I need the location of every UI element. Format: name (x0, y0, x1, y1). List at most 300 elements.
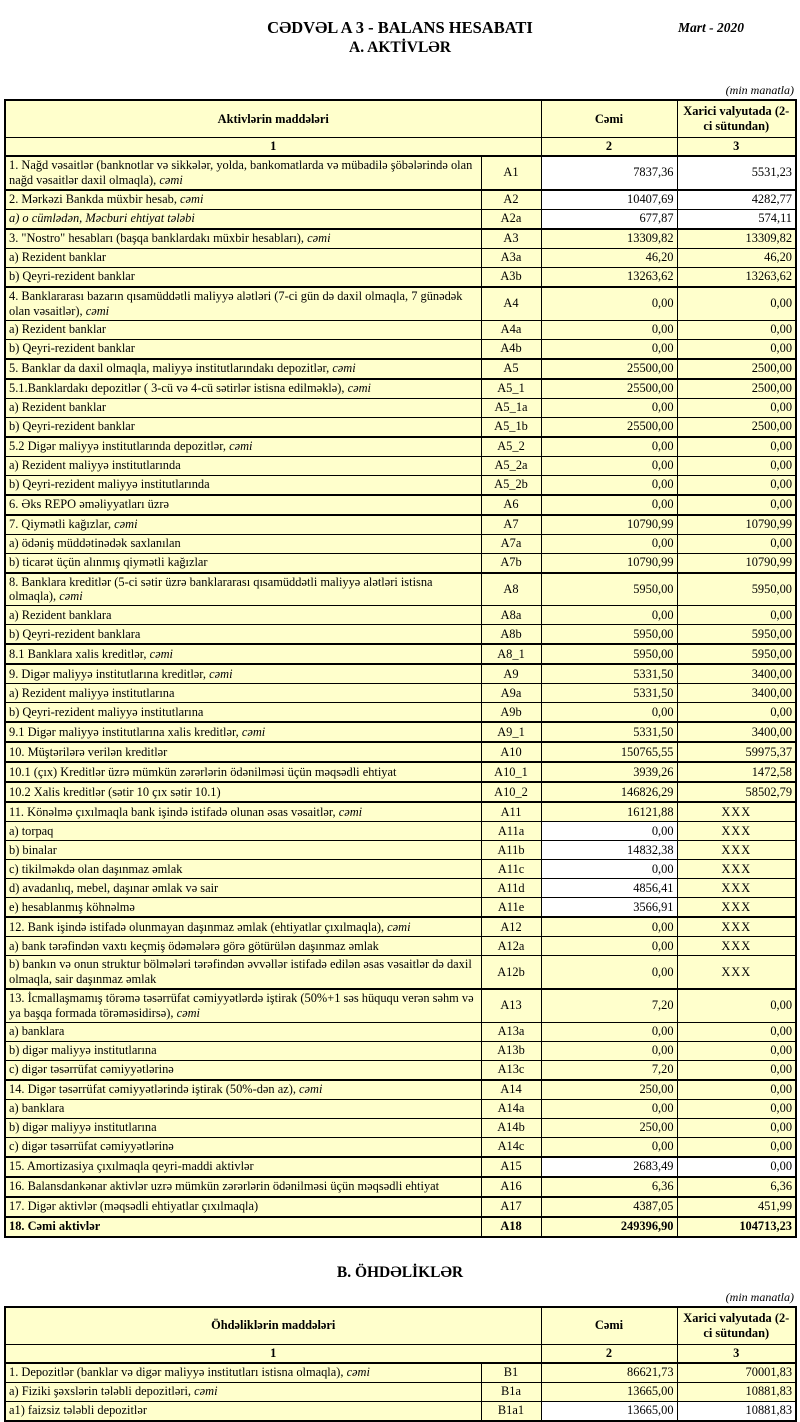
row-A5_1b (5, 417, 796, 437)
row-A11c (5, 860, 796, 879)
item-label-cell: 8.1 Banklara xalis kreditlər, cəmi (5, 644, 481, 664)
item-label-cell: e) hesablanmış köhnəlmə (5, 898, 481, 918)
item-code-cell: A7 (481, 515, 541, 535)
foreign-value-cell: 0,00 (677, 703, 796, 723)
foreign-value-cell: 0,00 (677, 1099, 796, 1118)
row-A9 (5, 664, 796, 684)
item-label-cell: 8. Banklara kreditlər (5-ci sətir üzrə banklararası qısamüddətli maliyyə alətləri istisna olmaqla), cəmi (5, 573, 481, 606)
item-code-cell: A11d (481, 879, 541, 898)
total-value-cell: 86621,73 (541, 1363, 677, 1383)
item-code-cell: A11a (481, 822, 541, 841)
row-A5_1 (5, 379, 796, 399)
row-A5_1a (5, 398, 796, 417)
item-label-cell: 17. Digər aktivlər (məqsədli ehtiyatlar çıxılmaqla) (5, 1197, 481, 1217)
item-label-cell: 11. Könəlmə çıxılmaqla bank işində istifadə olunan əsas vəsaitlər, cəmi (5, 802, 481, 822)
item-label-cell: b) digər maliyyə institutlarına (5, 1041, 481, 1060)
item-label-cell: 12. Bank işində istifadə olunmayan daşınmaz əmlak (ehtiyatlar çıxılmaqla), cəmi (5, 917, 481, 937)
foreign-value-cell: 1472,58 (677, 762, 796, 782)
total-value-cell: 10407,69 (541, 190, 677, 210)
total-header-cell: Cəmi (541, 100, 677, 138)
item-label-cell: 5.2 Digər maliyyə institutlarında depozitlər, cəmi (5, 437, 481, 457)
item-label-cell: 3. "Nostro" hesabları (başqa banklardakı müxbir hesabları), cəmi (5, 229, 481, 249)
total-value-cell: 0,00 (541, 398, 677, 417)
row-A10_2 (5, 782, 796, 802)
item-code-cell: A5_2 (481, 437, 541, 457)
item-label-cell: 4. Banklararası bazarın qısamüddətli maliyyə alətləri (7-ci gün də daxil olmaqla, 7 günədək olan vəsaitlər), cəmi (5, 287, 481, 320)
row-A7b (5, 553, 796, 573)
item-label-cell: a) Rezident maliyyə institutlarında (5, 456, 481, 475)
item-label-cell: 2. Mərkəzi Bankda müxbir hesab, cəmi (5, 190, 481, 210)
item-code-cell: A11c (481, 860, 541, 879)
row-A12b (5, 956, 796, 989)
foreign-value-cell: 0,00 (677, 1060, 796, 1080)
item-code-cell: A18 (481, 1217, 541, 1237)
foreign-value-cell: 5950,00 (677, 644, 796, 664)
item-label-cell: a) banklara (5, 1022, 481, 1041)
item-code-cell: A4b (481, 339, 541, 359)
item-code-cell: B1 (481, 1363, 541, 1383)
item-code-cell: A11e (481, 898, 541, 918)
foreign-value-cell: 574,11 (677, 209, 796, 229)
row-A8 (5, 573, 796, 606)
row-A9_1 (5, 722, 796, 742)
foreign-value-cell: 0,00 (677, 437, 796, 457)
total-value-cell: 0,00 (541, 860, 677, 879)
item-code-cell: A7a (481, 534, 541, 553)
row-A5_2b (5, 475, 796, 495)
row-B1 (5, 1363, 796, 1383)
total-value-cell: 4387,05 (541, 1197, 677, 1217)
foreign-value-cell: 2500,00 (677, 359, 796, 379)
item-label-cell: b) digər maliyyə institutlarına (5, 1118, 481, 1137)
liabilities-table-header-row (5, 1307, 796, 1345)
item-code-cell: A3b (481, 267, 541, 287)
report-title: CƏDVƏL A 3 - BALANS HESABATI (267, 18, 533, 37)
total-value-cell: 0,00 (541, 917, 677, 937)
item-code-cell: A8a (481, 606, 541, 625)
item-label-cell: c) digər təsərrüfat cəmiyyətlərinə (5, 1137, 481, 1157)
foreign-value-cell: 0,00 (677, 1137, 796, 1157)
foreign-value-cell: 0,00 (677, 287, 796, 320)
item-code-cell: A17 (481, 1197, 541, 1217)
item-label-cell: c) tikilməkdə olan daşınmaz əmlak (5, 860, 481, 879)
foreign-value-cell: 0,00 (677, 1041, 796, 1060)
total-value-cell: 5331,50 (541, 684, 677, 703)
foreign-value-cell: 46,20 (677, 248, 796, 267)
item-label-cell: b) Qeyri-rezident banklara (5, 625, 481, 645)
row-A13 (5, 989, 796, 1022)
total-value-cell: 5331,50 (541, 722, 677, 742)
foreign-value-cell: 5531,23 (677, 156, 796, 190)
row-A14 (5, 1080, 796, 1100)
row-A13a (5, 1022, 796, 1041)
item-label-cell: a) Rezident maliyyə institutlarına (5, 684, 481, 703)
item-label-cell: 9. Digər maliyyə institutlarına kreditlər, cəmi (5, 664, 481, 684)
foreign-value-cell: XXX (677, 898, 796, 918)
item-code-cell: A4a (481, 320, 541, 339)
total-value-cell: 25500,00 (541, 379, 677, 399)
row-A8_1 (5, 644, 796, 664)
colnum-1: 1 (5, 138, 541, 156)
total-value-cell: 677,87 (541, 209, 677, 229)
assets-column-number-row (5, 138, 796, 156)
foreign-value-cell: XXX (677, 822, 796, 841)
foreign-value-cell: 6,36 (677, 1177, 796, 1197)
foreign-value-cell: 0,00 (677, 495, 796, 515)
liabilities-table-body (5, 1363, 796, 1421)
item-label-cell: a) o cümlədən, Məcburi ehtiyat tələbi (5, 209, 481, 229)
total-value-cell: 25500,00 (541, 417, 677, 437)
unit-note-a: (min manatla) (725, 83, 794, 98)
row-A10_1 (5, 762, 796, 782)
total-value-cell: 5950,00 (541, 573, 677, 606)
foreign-value-cell: 13309,82 (677, 229, 796, 249)
assets-table (4, 99, 797, 1238)
total-value-cell: 13665,00 (541, 1401, 677, 1421)
item-label-cell: 1. Nağd vəsaitlər (banknotlar və sikkələr, yolda, bankomatlarda və mübadilə şöbələrində olan nağd vəsaitlər daxil olmaqla), cəmi (5, 156, 481, 190)
row-A14b (5, 1118, 796, 1137)
total-value-cell: 0,00 (541, 703, 677, 723)
foreign-value-cell: 0,00 (677, 1157, 796, 1177)
foreign-value-cell: XXX (677, 860, 796, 879)
item-label-cell: 13. İcmallaşmamış törəmə təsərrüfat cəmiyyətlərdə iştirak (50%+1 səs hüququ verən səhm və ya başqa formada törəməsidirsə), cəmi (5, 989, 481, 1022)
row-A11b (5, 841, 796, 860)
foreign-value-cell: XXX (677, 917, 796, 937)
row-B1a1 (5, 1401, 796, 1421)
item-label-cell: b) Qeyri-rezident maliyyə institutlarına (5, 703, 481, 723)
total-value-cell: 0,00 (541, 937, 677, 956)
item-code-cell: A12b (481, 956, 541, 989)
total-value-cell: 0,00 (541, 1041, 677, 1060)
item-label-cell: 5.1.Banklardakı depozitlər ( 3-cü və 4-cü sətirlər istisna edilməklə), cəmi (5, 379, 481, 399)
row-A11e (5, 898, 796, 918)
items-header-cell: Aktivlərin maddələri (5, 100, 541, 138)
foreign-currency-header-cell: Xarici valyutada (2-ci sütundan) (677, 100, 796, 138)
row-A4b (5, 339, 796, 359)
foreign-currency-header-cell: Xarici valyutada (2-ci sütundan) (677, 1307, 796, 1345)
foreign-value-cell: 10881,83 (677, 1382, 796, 1401)
item-code-cell: A5 (481, 359, 541, 379)
item-label-cell: 10.2 Xalis kreditlər (sətir 10 çıx sətir 10.1) (5, 782, 481, 802)
row-A4a (5, 320, 796, 339)
row-A10 (5, 742, 796, 762)
total-value-cell: 0,00 (541, 956, 677, 989)
item-code-cell: A3 (481, 229, 541, 249)
assets-table-header-row (5, 100, 796, 138)
item-code-cell: A5_1 (481, 379, 541, 399)
foreign-value-cell: 0,00 (677, 534, 796, 553)
items-header-cell: Öhdəliklərin maddələri (5, 1307, 541, 1345)
row-A3b (5, 267, 796, 287)
foreign-value-cell: 13263,62 (677, 267, 796, 287)
total-value-cell: 7,20 (541, 989, 677, 1022)
row-A18 (5, 1217, 796, 1237)
foreign-value-cell: 0,00 (677, 456, 796, 475)
item-code-cell: A5_2a (481, 456, 541, 475)
item-code-cell: A8b (481, 625, 541, 645)
item-label-cell: 1. Depozitlər (banklar və digər maliyyə institutları istisna olmaqla), cəmi (5, 1363, 481, 1383)
item-label-cell: 5. Banklar da daxil olmaqla, maliyyə institutlarındakı depozitlər, cəmi (5, 359, 481, 379)
item-label-cell: b) bankın və onun struktur bölmələri tərəfindən əvvəllər istifadə edilən əsas vəsaitlər də daxil olmaqla, sair daşınmaz əmlak (5, 956, 481, 989)
item-code-cell: A13 (481, 989, 541, 1022)
row-A1 (5, 156, 796, 190)
foreign-value-cell: 0,00 (677, 606, 796, 625)
foreign-value-cell: XXX (677, 937, 796, 956)
item-label-cell: b) Qeyri-rezident banklar (5, 417, 481, 437)
row-A2 (5, 190, 796, 210)
total-value-cell: 4856,41 (541, 879, 677, 898)
row-A13c (5, 1060, 796, 1080)
foreign-value-cell: 0,00 (677, 398, 796, 417)
total-value-cell: 0,00 (541, 437, 677, 457)
total-value-cell: 0,00 (541, 606, 677, 625)
row-A16 (5, 1177, 796, 1197)
item-code-cell: A16 (481, 1177, 541, 1197)
total-value-cell: 7837,36 (541, 156, 677, 190)
item-code-cell: A2a (481, 209, 541, 229)
item-code-cell: A7b (481, 553, 541, 573)
total-value-cell: 10790,99 (541, 553, 677, 573)
item-label-cell: 10.1 (çıx) Kreditlər üzrə mümkün zərərlərin ödənilməsi üçün məqsədli ehtiyat (5, 762, 481, 782)
item-label-cell: a) Rezident banklar (5, 398, 481, 417)
row-A5 (5, 359, 796, 379)
liabilities-table (4, 1306, 797, 1422)
row-A9a (5, 684, 796, 703)
foreign-value-cell: 70001,83 (677, 1363, 796, 1383)
total-value-cell: 249396,90 (541, 1217, 677, 1237)
item-code-cell: A11 (481, 802, 541, 822)
total-value-cell: 0,00 (541, 456, 677, 475)
total-value-cell: 25500,00 (541, 359, 677, 379)
foreign-value-cell: 10790,99 (677, 553, 796, 573)
item-code-cell: A15 (481, 1157, 541, 1177)
item-code-cell: A5_1a (481, 398, 541, 417)
row-A5_2 (5, 437, 796, 457)
item-code-cell: A9a (481, 684, 541, 703)
total-value-cell: 150765,55 (541, 742, 677, 762)
total-value-cell: 146826,29 (541, 782, 677, 802)
item-code-cell: A12 (481, 917, 541, 937)
total-value-cell: 10790,99 (541, 515, 677, 535)
item-label-cell: a) Rezident banklar (5, 248, 481, 267)
item-label-cell: a) Rezident banklar (5, 320, 481, 339)
foreign-value-cell: 5950,00 (677, 625, 796, 645)
row-A17 (5, 1197, 796, 1217)
total-value-cell: 0,00 (541, 339, 677, 359)
row-A11 (5, 802, 796, 822)
foreign-value-cell: 10881,83 (677, 1401, 796, 1421)
foreign-value-cell: XXX (677, 802, 796, 822)
foreign-value-cell: 59975,37 (677, 742, 796, 762)
foreign-value-cell: 58502,79 (677, 782, 796, 802)
row-A5_2a (5, 456, 796, 475)
total-value-cell: 13309,82 (541, 229, 677, 249)
item-code-cell: A10 (481, 742, 541, 762)
total-value-cell: 5331,50 (541, 664, 677, 684)
item-label-cell: a) ödəniş müddətinədək saxlanılan (5, 534, 481, 553)
foreign-value-cell: 0,00 (677, 1080, 796, 1100)
total-value-cell: 250,00 (541, 1080, 677, 1100)
item-label-cell: a) Fiziki şəxslərin tələbli depozitləri, cəmi (5, 1382, 481, 1401)
foreign-value-cell: 5950,00 (677, 573, 796, 606)
total-value-cell: 0,00 (541, 534, 677, 553)
item-code-cell: A5_1b (481, 417, 541, 437)
row-A14c (5, 1137, 796, 1157)
item-code-cell: A11b (481, 841, 541, 860)
row-A3a (5, 248, 796, 267)
row-A7 (5, 515, 796, 535)
foreign-value-cell: XXX (677, 841, 796, 860)
foreign-value-cell: 0,00 (677, 320, 796, 339)
foreign-value-cell: 10790,99 (677, 515, 796, 535)
total-value-cell: 13665,00 (541, 1382, 677, 1401)
item-label-cell: b) binalar (5, 841, 481, 860)
colnum-2: 2 (541, 1344, 677, 1362)
item-code-cell: A13b (481, 1041, 541, 1060)
row-A11d (5, 879, 796, 898)
item-label-cell: 15. Amortizasiya çıxılmaqla qeyri-maddi aktivlər (5, 1157, 481, 1177)
item-code-cell: B1a (481, 1382, 541, 1401)
item-code-cell: A10_1 (481, 762, 541, 782)
item-code-cell: A8 (481, 573, 541, 606)
total-value-cell: 0,00 (541, 822, 677, 841)
item-label-cell: 14. Digər təsərrüfat cəmiyyətlərində iştirak (50%-dən az), cəmi (5, 1080, 481, 1100)
total-value-cell: 0,00 (541, 1099, 677, 1118)
liabilities-column-number-row (5, 1344, 796, 1362)
foreign-value-cell: 0,00 (677, 475, 796, 495)
assets-table-body (5, 156, 796, 1237)
foreign-value-cell: 3400,00 (677, 684, 796, 703)
total-value-cell: 6,36 (541, 1177, 677, 1197)
item-code-cell: A14b (481, 1118, 541, 1137)
item-label-cell: 7. Qiymətli kağızlar, cəmi (5, 515, 481, 535)
row-A7a (5, 534, 796, 553)
item-code-cell: A13a (481, 1022, 541, 1041)
total-value-cell: 0,00 (541, 1137, 677, 1157)
row-B1a (5, 1382, 796, 1401)
item-label-cell: 6. Əks REPO əməliyyatları üzrə (5, 495, 481, 515)
row-A8b (5, 625, 796, 645)
item-code-cell: A3a (481, 248, 541, 267)
item-code-cell: A2 (481, 190, 541, 210)
item-code-cell: A4 (481, 287, 541, 320)
total-value-cell: 0,00 (541, 287, 677, 320)
foreign-value-cell: XXX (677, 879, 796, 898)
item-label-cell: 10. Müştərilərə verilən kreditlər (5, 742, 481, 762)
total-value-cell: 2683,49 (541, 1157, 677, 1177)
row-A13b (5, 1041, 796, 1060)
total-value-cell: 0,00 (541, 1022, 677, 1041)
item-code-cell: B1a1 (481, 1401, 541, 1421)
total-value-cell: 5950,00 (541, 625, 677, 645)
item-code-cell: A12a (481, 937, 541, 956)
total-value-cell: 7,20 (541, 1060, 677, 1080)
report-period-label: Mart - 2020 (677, 20, 744, 35)
item-code-cell: A9 (481, 664, 541, 684)
item-code-cell: A6 (481, 495, 541, 515)
colnum-3: 3 (677, 138, 796, 156)
section-a-title: A. AKTİVLƏR (349, 38, 451, 56)
item-label-cell: b) Qeyri-rezident banklar (5, 339, 481, 359)
row-A11a (5, 822, 796, 841)
foreign-value-cell: 0,00 (677, 339, 796, 359)
total-header-cell: Cəmi (541, 1307, 677, 1345)
item-code-cell: A5_2b (481, 475, 541, 495)
item-label-cell: a) banklara (5, 1099, 481, 1118)
foreign-value-cell: XXX (677, 956, 796, 989)
row-A8a (5, 606, 796, 625)
item-label-cell: a) bank tərəfindən vaxtı keçmiş ödəmələrə görə götürülən daşınmaz əmlak (5, 937, 481, 956)
item-code-cell: A14 (481, 1080, 541, 1100)
section-b-title: B. ÖHDƏLİKLƏR (336, 1263, 464, 1281)
colnum-1: 1 (5, 1344, 541, 1362)
colnum-2: 2 (541, 138, 677, 156)
foreign-value-cell: 2500,00 (677, 379, 796, 399)
foreign-value-cell: 0,00 (677, 1118, 796, 1137)
unit-note-b: (min manatla) (725, 1289, 794, 1304)
item-label-cell: d) avadanlıq, mebel, daşınar əmlak və sair (5, 879, 481, 898)
item-label-cell: b) ticarət üçün alınmış qiymətli kağızlar (5, 553, 481, 573)
item-label-cell: a) Rezident banklara (5, 606, 481, 625)
row-A12a (5, 937, 796, 956)
total-value-cell: 13263,62 (541, 267, 677, 287)
foreign-value-cell: 4282,77 (677, 190, 796, 210)
row-A9b (5, 703, 796, 723)
foreign-value-cell: 3400,00 (677, 664, 796, 684)
total-value-cell: 0,00 (541, 320, 677, 339)
item-label-cell: 9.1 Digər maliyyə institutlarına xalis kreditlər, cəmi (5, 722, 481, 742)
foreign-value-cell: 3400,00 (677, 722, 796, 742)
item-code-cell: A9b (481, 703, 541, 723)
colnum-3: 3 (677, 1344, 796, 1362)
foreign-value-cell: 104713,23 (677, 1217, 796, 1237)
total-value-cell: 46,20 (541, 248, 677, 267)
item-code-cell: A14a (481, 1099, 541, 1118)
row-A3 (5, 229, 796, 249)
item-code-cell: A10_2 (481, 782, 541, 802)
total-value-cell: 250,00 (541, 1118, 677, 1137)
item-label-cell: a1) faizsiz tələbli depozitlər (5, 1401, 481, 1421)
item-code-cell: A8_1 (481, 644, 541, 664)
foreign-value-cell: 0,00 (677, 989, 796, 1022)
total-value-cell: 14832,38 (541, 841, 677, 860)
foreign-value-cell: 451,99 (677, 1197, 796, 1217)
total-value-cell: 0,00 (541, 475, 677, 495)
total-value-cell: 5950,00 (541, 644, 677, 664)
row-A12 (5, 917, 796, 937)
item-label-cell: c) digər təsərrüfat cəmiyyətlərinə (5, 1060, 481, 1080)
row-A15 (5, 1157, 796, 1177)
item-label-cell: 18. Cəmi aktivlər (5, 1217, 481, 1237)
row-A14a (5, 1099, 796, 1118)
item-code-cell: A1 (481, 156, 541, 190)
total-value-cell: 0,00 (541, 495, 677, 515)
row-A4 (5, 287, 796, 320)
item-label-cell: 16. Balansdankənar aktivlər uzrə mümkün zərərlərin ödənilməsi üçün məqsədli ehtiyat (5, 1177, 481, 1197)
foreign-value-cell: 2500,00 (677, 417, 796, 437)
item-code-cell: A14c (481, 1137, 541, 1157)
foreign-value-cell: 0,00 (677, 1022, 796, 1041)
row-A6 (5, 495, 796, 515)
total-value-cell: 16121,88 (541, 802, 677, 822)
item-label-cell: b) Qeyri-rezident maliyyə institutlarında (5, 475, 481, 495)
item-code-cell: A13c (481, 1060, 541, 1080)
item-label-cell: a) torpaq (5, 822, 481, 841)
item-code-cell: A9_1 (481, 722, 541, 742)
total-value-cell: 3939,26 (541, 762, 677, 782)
row-A2a (5, 209, 796, 229)
total-value-cell: 3566,91 (541, 898, 677, 918)
